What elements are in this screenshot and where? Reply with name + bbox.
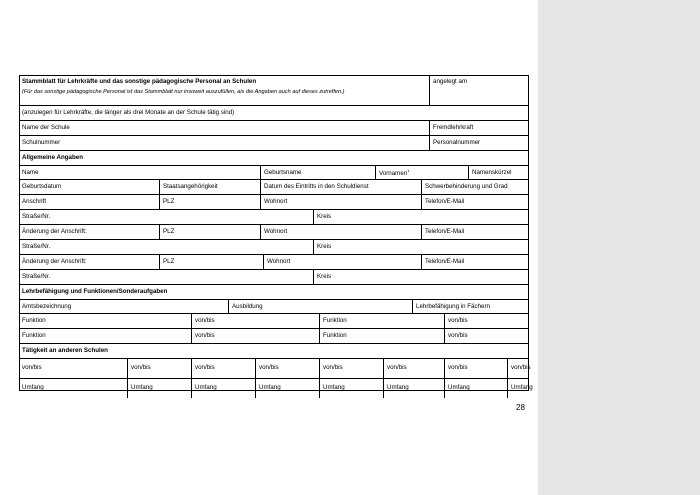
district-field[interactable]: Kreis xyxy=(313,210,529,224)
birth-row xyxy=(19,179,529,194)
phone-email-field[interactable]: Telefon/E-Mail xyxy=(421,225,529,239)
period-field[interactable]: von/bis xyxy=(255,359,319,378)
street-field[interactable]: Straße/Nr. xyxy=(22,272,51,280)
birth-date-field[interactable]: Geburtsdatum xyxy=(22,183,62,191)
title-row xyxy=(19,299,529,314)
personnel-number-field[interactable]: Personalnummer xyxy=(429,136,529,150)
period-field[interactable]: von/bis xyxy=(191,359,255,378)
period-field[interactable]: von/bis xyxy=(507,359,529,378)
plz-field[interactable]: PLZ xyxy=(159,255,263,269)
address-change-row-2 xyxy=(19,254,529,269)
address-change-field[interactable]: Änderung der Anschrift: xyxy=(22,228,87,236)
address-change-row-1 xyxy=(19,224,529,239)
form-note: (Für das sonstige pädagogische Personal ist das Stammblatt nur insoweit auszufüllen, als die Angaben auch auf dieses zutreffen.) xyxy=(22,89,345,96)
scope-field[interactable]: Umfang xyxy=(191,379,255,398)
general-heading-row xyxy=(19,150,529,165)
qualification-heading: Lehrbefähigung und Funktionen/Sonderaufgaben xyxy=(22,287,168,295)
function-field[interactable]: Funktion xyxy=(22,332,46,340)
name-field[interactable]: Name xyxy=(22,168,39,176)
training-field[interactable]: Ausbildung xyxy=(228,300,412,314)
period-field[interactable]: von/bis xyxy=(319,359,383,378)
function-field[interactable]: Funktion xyxy=(319,329,444,343)
school-number-row xyxy=(19,135,529,150)
street-row xyxy=(19,209,529,224)
residence-field[interactable]: Wohnort xyxy=(260,195,421,209)
address-row xyxy=(19,194,529,209)
staff-record-form xyxy=(19,75,533,398)
residence-field[interactable]: Wohnort xyxy=(260,225,421,239)
scope-field[interactable]: Umfang xyxy=(127,379,191,398)
school-name-field[interactable]: Name der Schule xyxy=(22,123,70,131)
scope-field[interactable]: Umfang xyxy=(383,379,444,398)
entry-date-field[interactable]: Datum des Eintritts in den Schuldienst xyxy=(260,180,421,194)
general-heading: Allgemeine Angaben xyxy=(22,153,83,161)
school-name-row xyxy=(19,120,529,135)
period-field[interactable]: von/bis xyxy=(22,364,42,372)
from-to-field[interactable]: von/bis xyxy=(191,329,319,343)
scope-field[interactable]: Umfang xyxy=(22,384,44,392)
function-row xyxy=(19,328,529,343)
function-field[interactable]: Funktion xyxy=(319,314,444,328)
phone-email-field[interactable]: Telefon/E-Mail xyxy=(421,195,529,209)
form-title: Stammblatt für Lehrkräfte und das sonstige pädagogische Personal an Schulen xyxy=(22,78,257,85)
phone-email-field[interactable]: Telefon/E-Mail xyxy=(421,255,529,269)
address-field[interactable]: Anschrift xyxy=(22,198,47,206)
teaching-subjects-field[interactable]: Lehrbefähigung in Fächern xyxy=(412,300,529,314)
street-row xyxy=(19,239,529,254)
function-field[interactable]: Funktion xyxy=(22,317,46,325)
plz-field[interactable]: PLZ xyxy=(159,195,260,209)
residence-field[interactable]: Wohnort xyxy=(263,255,421,269)
period-field[interactable]: von/bis xyxy=(127,359,191,378)
district-field[interactable]: Kreis xyxy=(313,270,529,284)
birth-name-field[interactable]: Geburtsname xyxy=(260,166,375,180)
citizenship-field[interactable]: Staatsangehörigkeit xyxy=(159,180,260,194)
street-field[interactable]: Straße/Nr. xyxy=(22,243,51,251)
function-row xyxy=(19,313,529,328)
period-field[interactable]: von/bis xyxy=(444,359,507,378)
external-teacher-field[interactable]: Fremdlehrkraft xyxy=(429,121,529,135)
form-header-cell xyxy=(19,75,429,105)
instruction-text: (anzulegen für Lehrkräfte, die länger als drei Monate an der Schule tätig sind) xyxy=(22,109,235,116)
other-schools-heading: Tätigkeit an anderen Schulen xyxy=(22,347,108,355)
scope-field[interactable]: Umfang xyxy=(255,379,319,398)
scope-field[interactable]: Umfang xyxy=(444,379,507,398)
name-row xyxy=(19,165,529,180)
from-to-field[interactable]: von/bis xyxy=(444,329,529,343)
school-number-field[interactable]: Schulnummer xyxy=(22,138,61,146)
street-row xyxy=(19,269,529,284)
official-title-field[interactable]: Amtsbezeichnung xyxy=(22,302,72,310)
scope-field[interactable]: Umfang xyxy=(507,379,529,398)
other-schools-period-row xyxy=(19,358,529,378)
form-header-row xyxy=(19,75,529,105)
first-names-footnote: 1 xyxy=(407,167,410,173)
qualification-heading-row xyxy=(19,284,529,299)
district-field[interactable]: Kreis xyxy=(313,240,529,254)
short-name-field[interactable]: Namenskürzel xyxy=(468,166,529,180)
other-schools-heading-row xyxy=(19,343,529,358)
street-field[interactable]: Straße/Nr. xyxy=(22,213,51,221)
first-names-label: Vornamen xyxy=(379,169,408,177)
disability-field[interactable]: Schwerbehinderung und Grad xyxy=(421,180,529,194)
address-change-field[interactable]: Änderung der Anschrift: xyxy=(22,257,87,265)
period-field[interactable]: von/bis xyxy=(383,359,444,378)
first-names-field[interactable] xyxy=(375,166,468,180)
other-schools-scope-row xyxy=(19,378,533,398)
instruction-row xyxy=(19,105,529,120)
page-number: 28 xyxy=(516,403,525,412)
from-to-field[interactable]: von/bis xyxy=(444,314,529,328)
plz-field[interactable]: PLZ xyxy=(159,225,260,239)
from-to-field[interactable]: von/bis xyxy=(191,314,319,328)
scope-field[interactable]: Umfang xyxy=(319,379,383,398)
comment-sidebar xyxy=(538,0,700,495)
created-on-field[interactable]: angelegt am xyxy=(429,75,529,105)
